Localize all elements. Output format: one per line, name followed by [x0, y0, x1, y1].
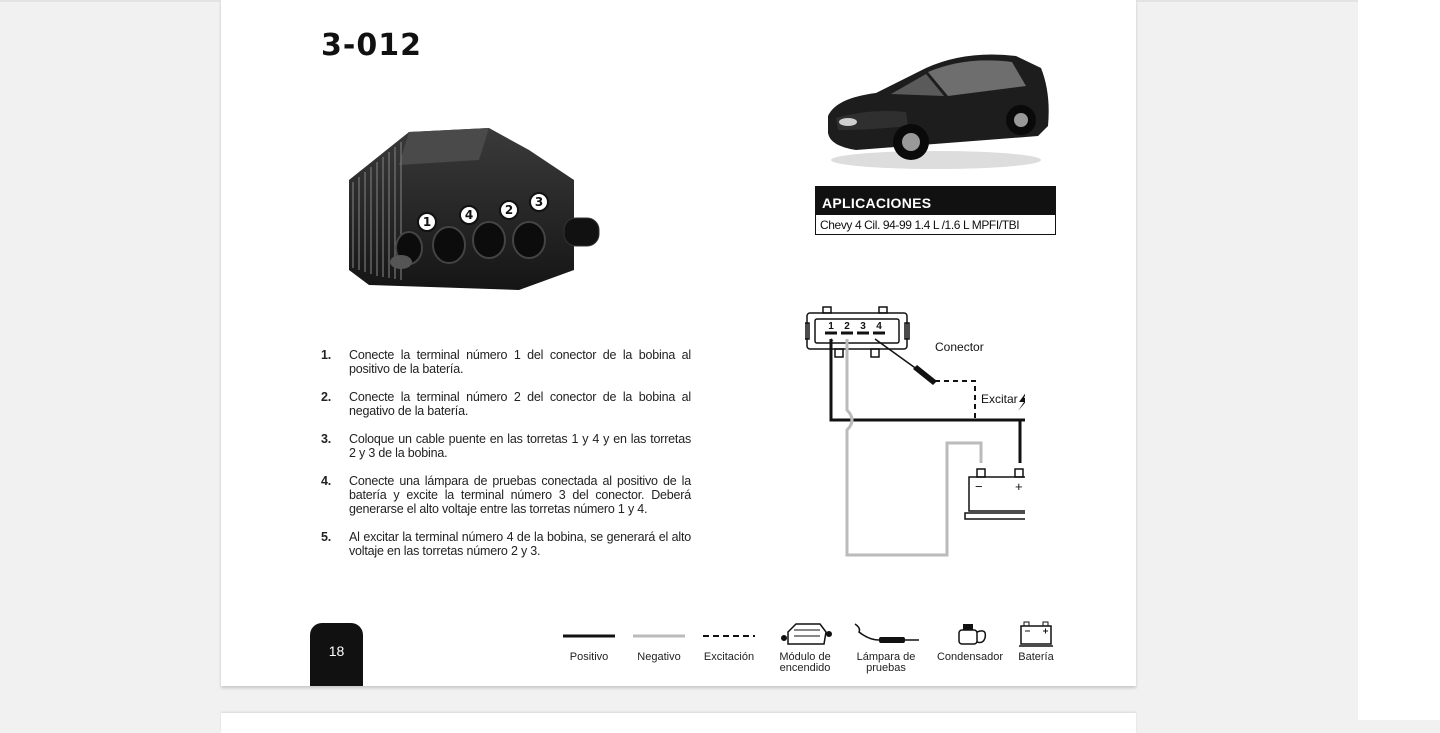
- terminal-label: 4: [464, 208, 474, 222]
- ignition-coil-image: [339, 120, 639, 295]
- instruction-step: 5. Al excitar la terminal número 4 de la bobina, se generará el alto voltaje en las torretas número 2 y 3.: [321, 530, 691, 558]
- applications-box: [815, 186, 1056, 235]
- legend-battery: Batería: [1013, 618, 1059, 684]
- battery-icon: [1013, 618, 1059, 650]
- connector-pin-label: 4: [876, 321, 882, 332]
- terminal-label: 2: [504, 203, 514, 217]
- android-navigation-bar: [1358, 0, 1440, 720]
- lightning-icon: [1018, 391, 1025, 411]
- car-image: [816, 38, 1056, 176]
- legend-positive: Positivo: [561, 618, 617, 684]
- page-number: 18: [328, 643, 345, 659]
- terminal-label: 1: [422, 215, 432, 229]
- ignition-module-icon: [774, 618, 836, 650]
- connector-pin-label: 3: [860, 321, 866, 332]
- applications-header: APLICACIONES: [816, 187, 1055, 215]
- document-page: [221, 0, 1136, 686]
- test-lamp-icon: [849, 618, 923, 650]
- instruction-step: 2. Conecte la terminal número 2 del conector de la bobina al negativo de la batería.: [321, 390, 691, 418]
- negative-line-icon: [631, 618, 687, 650]
- legend-ignition-module: Módulo de encendido: [774, 618, 836, 684]
- next-page-edge: [221, 713, 1136, 733]
- connector-pin-label: 1: [828, 321, 834, 332]
- battery-plus: +: [1015, 479, 1023, 494]
- instruction-step: 4. Conecte una lámpara de pruebas conectada al positivo de la batería y excite la terminal número 3 del conector. Deberá generarse el alto voltaje entre las torretas número 1 y 4.: [321, 474, 691, 516]
- instructions-list: [321, 348, 691, 572]
- terminal-label: 3: [534, 195, 544, 209]
- legend-negative: Negativo: [631, 618, 687, 684]
- connector-pin-label: 2: [844, 321, 850, 332]
- condenser-icon: [931, 618, 1009, 650]
- positive-line-icon: [561, 618, 617, 650]
- wiring-diagram: [805, 305, 1025, 565]
- legend-excitation: Excitación: [699, 618, 759, 684]
- excitation-line-icon: [699, 618, 759, 650]
- pin-plus: +: [829, 336, 834, 345]
- connector-label: Conector: [935, 340, 984, 354]
- legend-test-lamp: Lámpara de pruebas: [849, 618, 923, 684]
- applications-text: Chevy 4 Cil. 94-99 1.4 L /1.6 L MPFI/TBI: [820, 218, 1020, 232]
- legend-condenser: Condensador: [931, 618, 1009, 684]
- excite-label: Excitar: [981, 392, 1018, 406]
- battery-minus: −: [975, 479, 983, 494]
- page-number-tab: [310, 623, 363, 686]
- instruction-step: 3. Coloque un cable puente en las torretas 1 y 4 y en las torretas 2 y 3 de la bobina.: [321, 432, 691, 460]
- page-title: 3-012: [321, 28, 422, 63]
- instruction-step: 1. Conecte la terminal número 1 del conector de la bobina al positivo de la batería.: [321, 348, 691, 376]
